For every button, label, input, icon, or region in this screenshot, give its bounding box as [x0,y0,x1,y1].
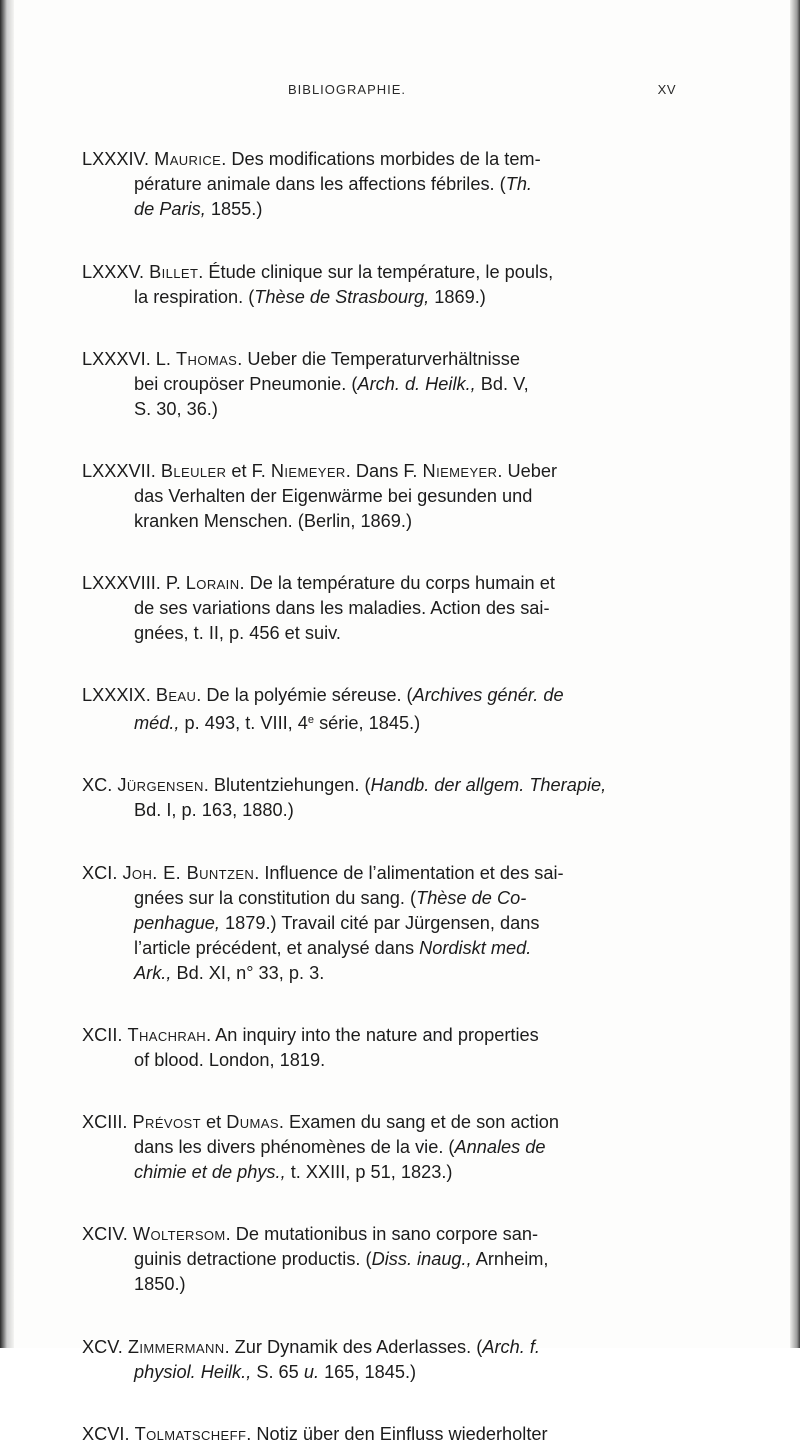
entry-text: la respiration. ( [134,287,255,307]
entry-line [82,197,682,222]
bibliography-entry [82,683,682,736]
author-name: Thomas [176,349,238,369]
entry-line [82,172,682,197]
entry-line [82,147,682,172]
entry-text: . Dans F. [345,461,423,481]
entry-text: de ses variations dans les maladies. Action des sai- [134,598,550,618]
entry-text: 1879.) Travail cité par Jürgensen, dans [219,913,540,933]
bibliography-entry [82,1023,682,1073]
entry-text: guinis detractione productis. ( [134,1249,372,1269]
entry-text: XCV. [82,1337,128,1357]
entry-line [82,509,682,534]
source-title: physiol. Heilk., [134,1362,252,1382]
entry-text: Bd. XI, n° 33, p. 3. [171,963,325,983]
entry-text: LXXXVI. L. [82,349,177,369]
source-title: Diss. inaug., [371,1249,472,1269]
author-name: Niemeyer [422,461,498,481]
author-name: Tolmatscheff [134,1424,247,1444]
entry-line [82,484,682,509]
source-title: Thèse de Strasbourg, [254,287,430,307]
entry-text: l’article précédent, et analysé dans [134,938,420,958]
entry-line [82,861,682,886]
entry-line [82,1160,682,1185]
entry-line [82,1023,682,1048]
bibliography-entry [82,1335,682,1385]
entry-line [82,936,682,961]
entry-line [82,1272,682,1297]
bibliography-entry [82,459,682,534]
entry-text: das Verhalten der Eigenwärme bei gesunden und [134,486,533,506]
page-number: XV [657,82,676,97]
entry-line [82,260,682,285]
entry-line [82,285,682,310]
entry-text: XCI. [82,863,123,883]
entry-line [82,683,682,708]
entry-text: XCII. [82,1025,128,1045]
source-title: penhague, [134,913,220,933]
entry-text: LXXXVIII. P. [82,573,186,593]
entry-text: . De la température du corps humain et [239,573,555,593]
entry-line [82,347,682,372]
entry-text: . Étude clinique sur la température, le pouls, [198,262,554,282]
entry-text: . Influence de l’alimentation et des sai- [254,863,564,883]
entry-text: XCIV. [82,1224,133,1244]
entry-line [82,1135,682,1160]
entry-text: LXXXIX. [82,685,156,705]
entry-text: LXXXVII. [82,461,161,481]
author-name: Joh. E. Buntzen [122,863,255,883]
entry-line [82,708,682,736]
author-name: Beau [155,685,197,705]
source-title: Nordiskt med. [419,938,532,958]
bibliography-entry [82,347,682,422]
entry-text: . Notiz über den Einfluss wiederholter [246,1424,548,1444]
entry-text: bei croupöser Pneumonie. ( [134,374,358,394]
entry-text: . De mutationibus in sano corpore san- [225,1224,539,1244]
bibliography-entry [82,1422,682,1447]
running-header [258,82,676,102]
entry-text: of blood. London, 1819. [134,1050,326,1070]
entry-line [82,621,682,646]
source-title: méd., [134,713,180,733]
entry-text: Arnheim, [471,1249,549,1269]
entry-line [82,1222,682,1247]
entry-line [82,961,682,986]
entry-text: LXXXIV. [82,149,155,169]
entry-line [82,1110,682,1135]
entry-text: kranken Menschen. (Berlin, 1869.) [134,511,413,531]
entry-text: et [200,1112,227,1132]
entry-text: t. XXIII, p 51, 1823.) [285,1162,453,1182]
bibliography-entry [82,571,682,646]
bibliography-entry [82,861,682,986]
entry-text: XCVI. [82,1424,135,1444]
source-title: de Paris, [134,199,206,219]
bibliography-list [82,110,682,1447]
bibliography-entry [82,773,682,823]
entry-line [82,1360,682,1385]
entry-text: . An inquiry into the nature and properties [206,1025,539,1045]
entry-line [82,397,682,422]
source-title: Archives génér. de [412,685,564,705]
entry-text: Bd. V, [475,374,529,394]
author-name: Billet [149,262,199,282]
entry-line [82,886,682,911]
entry-line [82,459,682,484]
entry-text: . Ueber die Temperaturverhältnisse [237,349,520,369]
source-title: Annales de [454,1137,546,1157]
author-name: Lorain [185,573,240,593]
entry-line [82,1422,682,1447]
author-name: Niemeyer [270,461,346,481]
entry-text: . Zur Dynamik des Aderlasses. ( [224,1337,483,1357]
entry-text: . Ueber [497,461,558,481]
entry-text: Bd. I, p. 163, 1880.) [134,800,294,820]
entry-text: dans les divers phénomènes de la vie. ( [134,1137,455,1157]
source-title: chimie et de phys., [134,1162,286,1182]
author-name: Jürgensen [117,775,204,795]
source-title: u. [303,1362,320,1382]
entry-text: p. 493, t. VIII, 4 [179,713,308,733]
entry-text: XC. [82,775,118,795]
page-outer-edge [790,0,800,1348]
source-title: Th. [505,174,532,194]
entry-text: 1850.) [134,1274,186,1294]
entry-line [82,596,682,621]
author-name: Woltersom [132,1224,226,1244]
entry-text: . Blutentziehungen. ( [203,775,371,795]
entry-text: 1869.) [429,287,486,307]
entry-line [82,773,682,798]
entry-line [82,372,682,397]
author-name: Prévost [132,1112,201,1132]
bibliography-entry [82,147,682,222]
author-name: Maurice [154,149,222,169]
entry-text: série, 1845.) [314,713,421,733]
entry-text: et F. [226,461,271,481]
entry-text: gnées, t. II, p. 456 et suiv. [134,623,341,643]
entry-line [82,571,682,596]
entry-line [82,1247,682,1272]
entry-text: pérature animale dans les affections fébriles. ( [134,174,506,194]
source-title: Arch. f. [482,1337,540,1357]
entry-text: . De la polyémie séreuse. ( [196,685,413,705]
entry-text: gnées sur la constitution du sang. ( [134,888,417,908]
entry-text: XCIII. [82,1112,133,1132]
entry-line [82,911,682,936]
entry-text: . Des modifications morbides de la tem- [221,149,541,169]
entry-line [82,798,682,823]
author-name: Thachrah [127,1025,207,1045]
source-title: Arch. d. Heilk., [357,374,476,394]
bibliography-entry [82,260,682,310]
author-name: Dumas [226,1112,279,1132]
page-binding-edge [0,0,14,1348]
author-name: Zimmermann [127,1337,225,1357]
entry-text: . Examen du sang et de son action [278,1112,559,1132]
entry-text: S. 65 [251,1362,304,1382]
header-title: BIBLIOGRAPHIE. [288,82,407,97]
entry-line [82,1048,682,1073]
bibliography-entry [82,1110,682,1185]
bibliography-entry [82,1222,682,1297]
entry-text: 1855.) [205,199,263,219]
author-name: Bleuler [160,461,227,481]
entry-text: 165, 1845.) [319,1362,417,1382]
entry-text: S. 30, 36.) [134,399,218,419]
entry-text: e [307,714,315,726]
source-title: Handb. der allgem. Therapie, [370,775,607,795]
entry-text: LXXXV. [82,262,150,282]
source-title: Ark., [134,963,172,983]
source-title: Thèse de Co- [416,888,527,908]
